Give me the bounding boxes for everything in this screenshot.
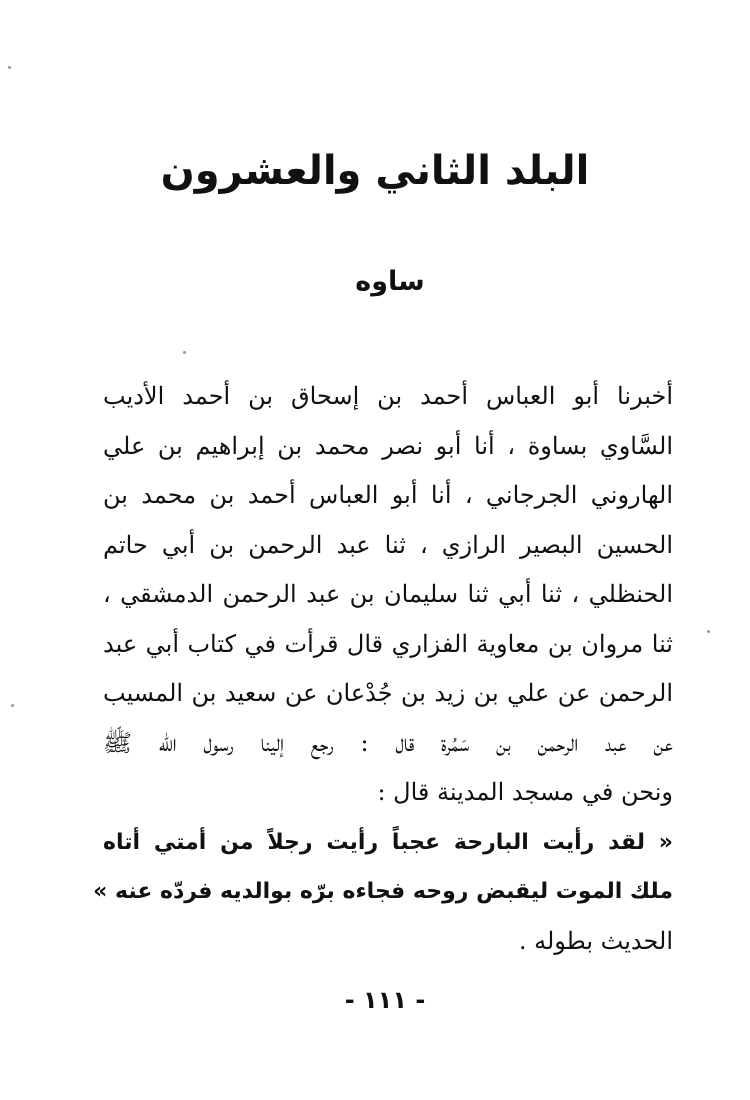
section-title: ساوه xyxy=(355,266,425,297)
text-line: ثنا مروان بن معاوية الفزاري قال قرأت في كتاب أبي عبد xyxy=(103,629,673,658)
text-line: ونحن في مسجد المدينة قال : xyxy=(377,778,673,806)
scan-speck xyxy=(707,630,710,633)
scan-speck xyxy=(11,704,14,707)
chapter-title: البلد الثاني والعشرون xyxy=(160,148,590,194)
text-line: الحنظلي ، ثنا أبي ثنا سليمان بن عبد الرحمن الدمشقي ، xyxy=(103,580,673,608)
hadith-line: ملك الموت ليقبض روحه فجاءه برّه بوالديه فردّه عنه » xyxy=(93,879,673,904)
text-line: عن عبد الرحمن بن سَمُرة قال : رجع إلينا رسول الله ﷺ xyxy=(103,728,673,757)
text-line: الحسين البصير الرازي ، ثنا عبد الرحمن بن أبي حاتم xyxy=(103,530,673,559)
text-line: الهاروني الجرجاني ، أنا أبو العباس أحمد بن محمد بن xyxy=(103,481,673,509)
hadith-line: « لقد رأيت البارحة عجباً رأيت رجلاً من أمتي أتاه xyxy=(103,829,673,855)
text-line: أخبرنا أبو العباس أحمد بن إسحاق بن أحمد الأديب xyxy=(103,382,673,410)
scan-speck xyxy=(183,351,186,354)
scan-speck xyxy=(8,66,11,69)
body-text xyxy=(93,372,673,966)
closing-line: الحديث بطوله . xyxy=(518,926,673,955)
text-line: الرحمن عن علي بن زيد بن جُدْعان عن سعيد بن المسيب xyxy=(103,679,673,707)
text-line: السَّاوي بساوة ، أنا أبو نصر محمد بن إبراهيم بن علي xyxy=(103,431,673,460)
page-number: - ١١١ - xyxy=(344,986,426,1014)
